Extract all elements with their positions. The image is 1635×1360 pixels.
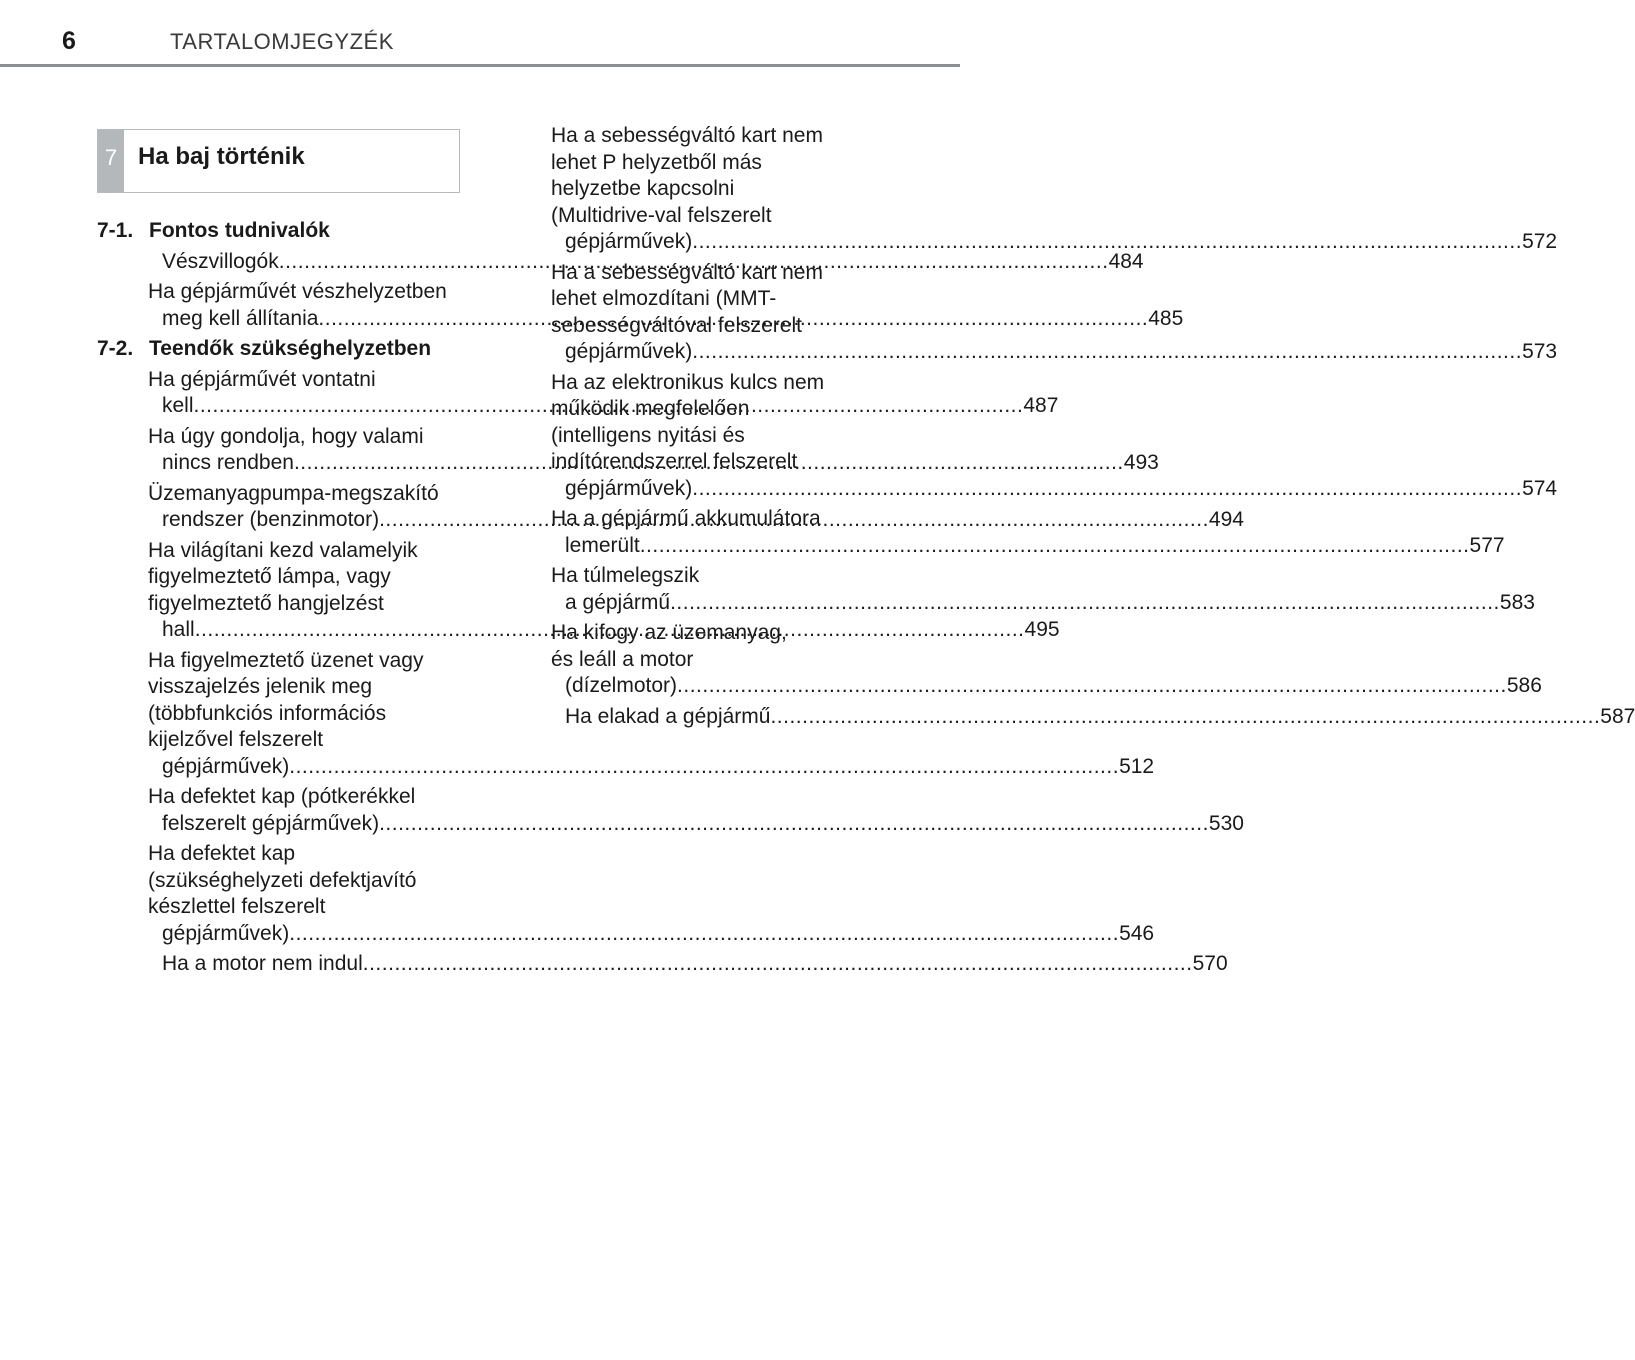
toc-entry-text: gépjárművek) bbox=[565, 476, 693, 500]
toc-entry-text: működik megfelelően bbox=[551, 397, 750, 420]
toc-entry-text: Vészvillogók bbox=[162, 249, 279, 273]
toc-entry-text: hall bbox=[162, 618, 195, 641]
toc-entry-text: lemerült bbox=[565, 533, 640, 557]
toc-page-number: 574 bbox=[1522, 476, 1558, 500]
subsection-title: Fontos tudnivalók bbox=[149, 219, 330, 242]
toc-page-number: 487 bbox=[1023, 394, 1059, 417]
subsection-heading-7-2 bbox=[97, 336, 457, 363]
toc-page-number: 546 bbox=[1119, 921, 1155, 945]
toc-page-number: 495 bbox=[1024, 618, 1060, 641]
toc-entry-text: Ha világítani kezd valamelyik bbox=[148, 538, 418, 562]
toc-page-number: 583 bbox=[1499, 590, 1535, 614]
page-number: 6 bbox=[62, 27, 76, 55]
header-divider bbox=[0, 64, 960, 67]
toc-entry-last-line bbox=[565, 339, 1558, 366]
toc-entry-text: kell bbox=[162, 394, 194, 417]
toc-entry-last-line bbox=[162, 754, 1155, 781]
toc-entry-text: nincs rendben bbox=[162, 451, 294, 474]
toc-entry-text: gépjárművek) bbox=[565, 340, 693, 363]
section-number: 7 bbox=[104, 145, 118, 170]
toc-entry-text: helyzetbe kapcsolni bbox=[551, 177, 735, 200]
toc-entry-text: figyelmeztető lámpa, vagy bbox=[148, 565, 391, 588]
toc-entry-last-line bbox=[565, 229, 1558, 256]
toc-entry-text: lehet P helyzetből más bbox=[551, 150, 762, 174]
toc-entry-text: (intelligens nyitási és bbox=[551, 423, 745, 447]
dot-leader bbox=[379, 812, 1209, 835]
toc-entry[interactable] bbox=[551, 123, 1558, 256]
toc-page-number: 484 bbox=[1108, 249, 1144, 273]
toc-page-number: 587 bbox=[1600, 704, 1635, 728]
toc-entry-text: gépjárművek) bbox=[162, 754, 290, 778]
page-header bbox=[0, 0, 960, 66]
header-title: TARTALOMJEGYZÉK bbox=[170, 29, 394, 54]
toc-entry-text: Ha defektet kap bbox=[148, 842, 296, 865]
dot-leader bbox=[770, 705, 1600, 728]
subsection-title: Teendők szükséghelyzetben bbox=[149, 337, 432, 360]
toc-page-number: 485 bbox=[1148, 306, 1184, 330]
dot-leader bbox=[670, 591, 1500, 614]
toc-entry-text: figyelmeztető hangjelzést bbox=[148, 591, 384, 615]
toc-entry-text: Ha defektet kap (pótkerékkel bbox=[148, 785, 416, 808]
toc-entry-text: (többfunkciós információs bbox=[148, 701, 387, 725]
toc-entry-text: felszerelt gépjárművek) bbox=[162, 811, 380, 835]
toc-entry[interactable] bbox=[148, 784, 1244, 837]
toc-entry-text: Ha gépjárművét vészhelyzetben bbox=[148, 280, 447, 303]
toc-entry-text: Ha elakad a gépjármű bbox=[565, 704, 771, 728]
toc-entry-text: Üzemanyagpumpa-megszakító bbox=[148, 481, 439, 505]
toc-entry-last-line bbox=[565, 673, 1542, 700]
toc-entry-text: rendszer (benzinmotor) bbox=[162, 508, 380, 531]
dot-leader bbox=[289, 922, 1119, 945]
toc-page-number: 577 bbox=[1469, 533, 1505, 557]
toc-entry-text: Ha a sebességváltó kart nem bbox=[551, 260, 823, 284]
subsection-heading-7-1 bbox=[97, 218, 457, 245]
toc-entry-text: Ha figyelmeztető üzenet vagy bbox=[148, 648, 424, 672]
toc-entry-text: Ha gépjárművét vontatni bbox=[148, 367, 376, 391]
section-title: Ha baj történik bbox=[138, 143, 305, 170]
toc-entry-text: (Multidrive-val felszerelt bbox=[551, 203, 772, 227]
toc-entry-text: Ha kifogy az üzemanyag, bbox=[551, 621, 787, 644]
toc-entry-text: kijelzővel felszerelt bbox=[148, 728, 324, 751]
toc-entry-text: indítórendszerrel felszerelt bbox=[551, 450, 798, 473]
dot-leader bbox=[677, 674, 1507, 697]
toc-page-number: 570 bbox=[1192, 952, 1228, 975]
section-heading-box bbox=[97, 129, 460, 193]
subsection-number: 7-2. bbox=[97, 337, 134, 360]
toc-entry-last-line bbox=[565, 704, 1635, 731]
toc-entry-text: visszajelzés jelenik meg bbox=[148, 675, 373, 698]
toc-entry-text: Ha az elektronikus kulcs nem bbox=[551, 370, 825, 394]
toc-page-number: 572 bbox=[1522, 230, 1558, 253]
toc-entry[interactable] bbox=[551, 704, 1635, 731]
toc-page-number: 494 bbox=[1208, 508, 1244, 531]
toc-entry-text: Ha a motor nem indul bbox=[162, 952, 363, 975]
toc-entry-last-line bbox=[565, 476, 1558, 503]
dot-leader bbox=[363, 952, 1193, 975]
toc-entry-text: gépjárművek) bbox=[565, 230, 693, 253]
toc-entry-last-line bbox=[162, 921, 1155, 948]
toc-entry-last-line bbox=[162, 811, 1244, 838]
toc-entry-text: meg kell állítania bbox=[162, 306, 319, 330]
toc-entry-text: Ha a gépjármű akkumulátora bbox=[551, 507, 821, 530]
subsection-number: 7-1. bbox=[97, 219, 134, 242]
dot-leader bbox=[692, 477, 1522, 500]
dot-leader bbox=[692, 230, 1522, 253]
toc-page-number: 573 bbox=[1522, 340, 1558, 363]
toc-entry[interactable] bbox=[148, 841, 1155, 947]
toc-entry-last-line bbox=[565, 590, 1535, 617]
dot-leader bbox=[692, 340, 1522, 363]
toc-page-number: 586 bbox=[1506, 674, 1542, 697]
toc-entry-text: készlettel felszerelt bbox=[148, 895, 326, 918]
toc-entry-text: sebességváltóval felszerelt bbox=[551, 313, 802, 337]
toc-entry-text: gépjárművek) bbox=[162, 921, 290, 945]
dot-leader bbox=[640, 534, 1470, 557]
dot-leader bbox=[289, 755, 1119, 778]
toc-entry-last-line bbox=[162, 951, 1228, 978]
toc-entry-text: Ha túlmelegszik bbox=[551, 564, 700, 587]
toc-page-number: 530 bbox=[1208, 811, 1244, 835]
toc-entry-text: és leáll a motor bbox=[551, 647, 694, 671]
toc-entry-text: lehet elmozdítani (MMT- bbox=[551, 287, 777, 310]
toc-entry-last-line bbox=[565, 533, 1505, 560]
toc-entry[interactable] bbox=[148, 951, 1228, 978]
toc-entry[interactable] bbox=[551, 563, 1535, 616]
toc-page-number: 512 bbox=[1119, 754, 1155, 778]
toc-entry-text: (szükséghelyzeti defektjavító bbox=[148, 868, 417, 892]
toc-entry-text: Ha a sebességváltó kart nem bbox=[551, 124, 823, 147]
toc-entry-text: (dízelmotor) bbox=[565, 674, 678, 697]
toc-page-number: 493 bbox=[1123, 451, 1159, 474]
toc-entry-text: Ha úgy gondolja, hogy valami bbox=[148, 424, 424, 448]
toc-entry-text: a gépjármű bbox=[565, 590, 671, 614]
